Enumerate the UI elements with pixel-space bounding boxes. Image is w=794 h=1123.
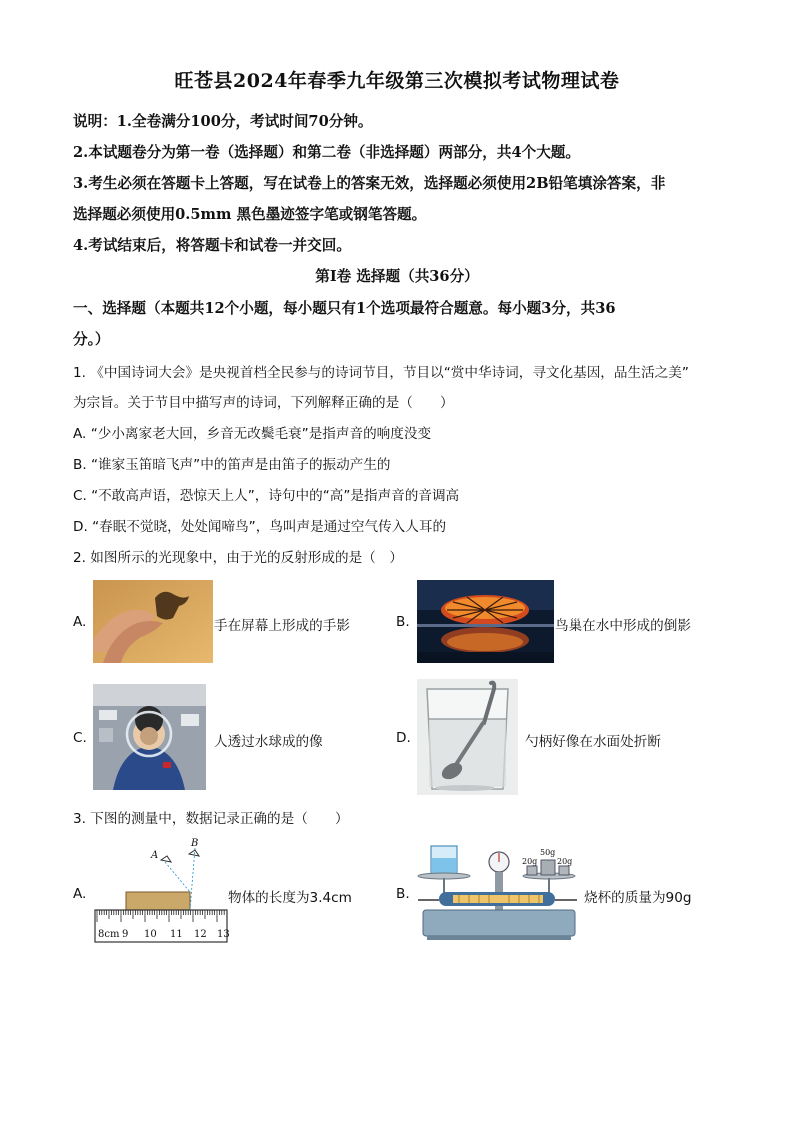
eye-label-b: B bbox=[191, 838, 199, 849]
part-one-heading-cont: 分。） bbox=[73, 331, 110, 348]
q3-stem: 3. 下图的测量中，数据记录正确的是（ ） bbox=[73, 811, 349, 827]
q3-option-b-letter[interactable]: B. bbox=[396, 886, 410, 902]
q1-option-b[interactable]: B. “谁家玉笛暗飞声”中的笛声是由笛子的振动产生的 bbox=[73, 457, 391, 473]
exam-title: 旺苍县2024年春季九年级第三次模拟考试物理试卷 bbox=[174, 70, 620, 92]
q2-option-c-letter[interactable]: C. bbox=[73, 730, 87, 746]
spoon-in-glass-photo bbox=[417, 679, 518, 795]
ruler-tick-10: 10 bbox=[144, 929, 157, 940]
q1-option-c[interactable]: C. “不敢高声语，恐惊天上人”，诗句中的“高”是指声音的音调高 bbox=[73, 488, 460, 504]
ruler-diagram bbox=[93, 838, 230, 944]
part-one-heading: 一、选择题（本题共12个小题，每小题只有1个选项最符合题意。每小题3分，共36 bbox=[73, 300, 616, 317]
q2-option-b-letter[interactable]: B. bbox=[396, 614, 410, 630]
q2-stem: 2. 如图所示的光现象中，由于光的反射形成的是（ ） bbox=[73, 550, 403, 566]
note-line-3: 3.考生必须在答题卡上答题，写在试卷上的答案无效，选择题必须使用2B铅笔填涂答案，非 bbox=[73, 175, 666, 192]
q2-option-a-caption: 手在屏幕上形成的手影 bbox=[214, 618, 350, 634]
q3-option-b-caption: 烧杯的质量为90g bbox=[584, 890, 692, 906]
q2-option-d-letter[interactable]: D. bbox=[396, 730, 411, 746]
q1-option-d[interactable]: D. “春眠不觉晓，处处闻啼鸟”，鸟叫声是通过空气传入人耳的 bbox=[73, 519, 447, 535]
balance-diagram bbox=[417, 840, 582, 942]
q1-option-a[interactable]: A. “少小离家老大回，乡音无改鬓毛衰”是指声音的响度没变 bbox=[73, 426, 432, 442]
ruler-tick-12: 12 bbox=[194, 929, 207, 940]
note-line-2: 2.本试题卷分为第一卷（选择题）和第二卷（非选择题）两部分，共4个大题。 bbox=[73, 144, 580, 161]
hand-shadow-photo bbox=[93, 580, 213, 663]
weight-label-20g-left: 20g bbox=[522, 857, 538, 866]
note-line-1: 说明：1.全卷满分100分，考试时间70分钟。 bbox=[73, 113, 373, 130]
q3-option-a-caption: 物体的长度为3.4cm bbox=[228, 890, 352, 906]
water-ball-photo bbox=[93, 684, 206, 790]
ruler-tick-11: 11 bbox=[170, 929, 183, 940]
weight-label-20g-right: 20g bbox=[557, 857, 573, 866]
weight-label-50g: 50g bbox=[540, 848, 556, 857]
q3-option-a-letter[interactable]: A. bbox=[73, 886, 87, 902]
section-title: 第Ⅰ卷 选择题（共36分） bbox=[315, 268, 479, 285]
note-line-5: 4.考试结束后，将答题卡和试卷一并交回。 bbox=[73, 237, 351, 254]
eye-label-a: A bbox=[151, 850, 159, 861]
q2-option-c-caption: 人透过水球成的像 bbox=[214, 734, 323, 750]
q1-stem-line-2: 为宗旨。关于节目中描写声的诗词，下列解释正确的是（ ） bbox=[73, 395, 454, 411]
q2-option-d-caption: 勺柄好像在水面处折断 bbox=[525, 734, 661, 750]
ruler-unit-label: 8cm bbox=[98, 929, 120, 940]
ruler-tick-9: 9 bbox=[122, 929, 129, 940]
q1-stem-line-1: 1. 《中国诗词大会》是央视首档全民参与的诗词节目，节目以“赏中华诗词，寻文化基因，品生活之美” bbox=[73, 365, 689, 381]
birds-nest-reflection-photo bbox=[417, 580, 554, 663]
ruler-tick-13: 13 bbox=[217, 929, 230, 940]
q2-option-b-caption: 鸟巢在水中形成的倒影 bbox=[555, 618, 691, 634]
q2-option-a-letter[interactable]: A. bbox=[73, 614, 87, 630]
note-line-4: 选择题必须使用0.5mm 黑色墨迹签字笔或钢笔答题。 bbox=[73, 206, 427, 223]
